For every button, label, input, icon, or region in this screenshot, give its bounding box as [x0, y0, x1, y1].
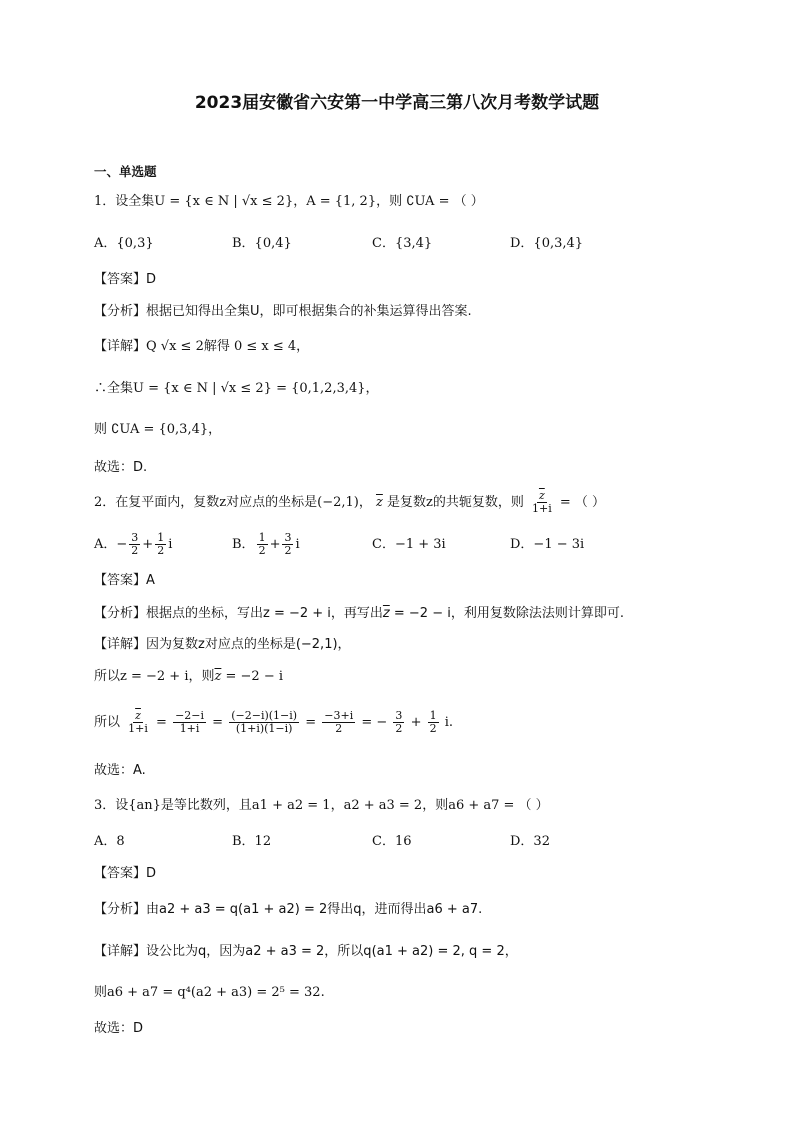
q2-d3-eq4: = − [361, 715, 388, 730]
q2-d3-frac2 [173, 710, 206, 735]
q2-d3-f2-num: −2−i [175, 709, 205, 722]
q2-d3-suffix: i. [444, 715, 454, 730]
q2-optA-frac2 [155, 532, 166, 557]
q1-option-b: B．{0,4} [232, 236, 292, 251]
q2-optA-prefix: A．− [94, 537, 128, 552]
page-title: 2023届安徽省六安第一中学高三第八次月考数学试题 [194, 93, 600, 113]
q2-optB-frac1 [257, 532, 268, 557]
q3-option-a: A．8 [94, 834, 125, 849]
q2-option-c: C．−1 + 3i [372, 537, 446, 552]
q2-detail-2 [94, 668, 283, 686]
q3-option-d: D．32 [510, 834, 550, 849]
q3-choose: 故选：D [94, 1021, 144, 1036]
q1-detail-1: 【详解】Q √x ≤ 2解得 0 ≤ x ≤ 4， [94, 339, 310, 354]
q1-choose: 故选：D. [94, 460, 148, 475]
q2-optB-n1: 1 [258, 531, 266, 544]
q2-optB-d2: 2 [284, 544, 292, 557]
q2-stem-frac-den: 1+i [531, 502, 552, 515]
q2-optA-i: i [168, 537, 173, 552]
q2-optB-i: i [295, 537, 300, 552]
q2-detail-2-conj-z: $\overline{z}$ [214, 669, 222, 684]
q2-optB-plus: + [269, 537, 281, 552]
q2-answer: 【答案】A [94, 573, 155, 588]
q1-option-a: A．{0,3} [94, 236, 154, 251]
q2-d3-frac4 [322, 710, 355, 735]
q2-optB-d1: 2 [258, 544, 266, 557]
q3-option-c: C．16 [372, 834, 412, 849]
q3-detail-2: 则a6 + a7 = q⁴(a2 + a3) = 2⁵ = 32. [94, 985, 325, 1000]
q2-d3-frac3 [229, 710, 299, 735]
q2-optB-prefix: B． [232, 537, 255, 552]
q2-optA-n1: 3 [131, 531, 139, 544]
q2-option-d: D．−1 − 3i [510, 537, 585, 552]
q2-d3-frac1 [126, 710, 150, 735]
q2-d3-plus: + [410, 715, 422, 730]
q2-d3-f3-den: (1+i)(1−i) [235, 722, 293, 735]
q3-analysis: 【分析】由a2 + a3 = q(a1 + a2) = 2得出q，进而得出a6 + a7. [94, 902, 483, 917]
q2-d3-f4-den: 2 [335, 722, 343, 735]
q2-d3-eq1: = [156, 715, 167, 730]
q2-analysis-part-c: = −2 − i，利用复数除法法则计算即可. [389, 606, 624, 621]
q2-detail-1: 【详解】因为复数z对应点的坐标是(−2,1)， [94, 637, 351, 652]
q2-d3-eq3: = [305, 715, 317, 730]
q2-d3-f6-den: 2 [429, 722, 437, 735]
q2-d3-f5-den: 2 [395, 722, 403, 735]
q1-option-d: D．{0,3,4} [510, 236, 584, 251]
q2-detail-2-part-c: = −2 − i [221, 669, 283, 684]
q3-answer: 【答案】D [94, 866, 157, 881]
q2-optA-n2: 1 [157, 531, 165, 544]
q2-detail-3 [94, 706, 453, 740]
q2-stem-fraction [530, 490, 554, 515]
q2-analysis-part-a: 【分析】根据点的坐标，写出z = −2 + i，再写出 [94, 606, 383, 621]
q2-optA-d2: 2 [157, 544, 165, 557]
q2-d3-frac5 [393, 710, 404, 735]
q2-optA-d1: 2 [131, 544, 139, 557]
q2-optB-frac2 [282, 532, 293, 557]
q1-option-c: C．{3,4} [372, 236, 433, 251]
q2-analysis [94, 605, 624, 623]
q2-d3-f1-den: 1+i [128, 722, 148, 735]
q2-d3-f4-num: −3+i [324, 709, 354, 722]
q3-stem: 3．设{an}是等比数列，且a1 + a2 = 1，a2 + a3 = 2，则a6 + a7 = （ ） [94, 798, 549, 813]
q1-stem: 1．设全集U = {x ∈ N | √x ≤ 2}，A = {1, 2}，则 ∁UA = （ ） [94, 194, 484, 209]
q2-d3-f3-num: (−2−i)(1−i) [231, 709, 298, 722]
q2-d3-frac6 [428, 710, 439, 735]
q2-d3-f2-den: 1+i [179, 722, 200, 735]
q3-option-b: B．12 [232, 834, 272, 849]
q2-stem-part-c: 是复数z的共轭复数，则 [386, 495, 524, 510]
q2-d3-f6-num: 1 [429, 709, 437, 722]
q2-d3-prefix: 所以 [94, 715, 121, 730]
q2-d3-f1-num: $\overline{z}$ [135, 709, 141, 722]
q2-stem-frac-num: $\overline{z}$ [538, 489, 545, 502]
q1-analysis: 【分析】根据已知得出全集U，即可根据集合的补集运算得出答案. [94, 304, 472, 319]
q2-optA-plus: + [142, 537, 154, 552]
q2-option-a [94, 532, 172, 558]
q3-detail-1: 【详解】设公比为q，因为a2 + a3 = 2，所以q(a1 + a2) = 2, q = 2， [94, 944, 518, 959]
q2-option-b [232, 532, 300, 558]
q2-stem-part-d: = （ ） [559, 495, 606, 510]
q2-analysis-conj-z: $\overline{z}$ [382, 606, 390, 621]
q2-optB-n2: 3 [284, 531, 292, 544]
q2-optA-frac1 [129, 532, 140, 557]
q2-stem-conj-z: $\overline{z}$ [375, 495, 383, 510]
q2-stem [94, 490, 605, 516]
q1-detail-2: ∴全集U = {x ∈ N | √x ≤ 2} = {0,1,2,3,4}， [94, 381, 379, 396]
section-heading: 一、单选题 [94, 164, 157, 179]
q2-stem-part-a: 2．在复平面内，复数z对应点的坐标是(−2,1)， [94, 495, 372, 510]
q2-d3-f5-num: 3 [395, 709, 403, 722]
q1-detail-3: 则 ∁UA = {0,3,4}， [94, 422, 222, 437]
q2-d3-eq2: = [212, 715, 224, 730]
q2-detail-2-part-a: 所以z = −2 + i，则 [94, 669, 215, 684]
q1-answer: 【答案】D [94, 272, 157, 287]
q2-choose: 故选：A. [94, 763, 146, 778]
